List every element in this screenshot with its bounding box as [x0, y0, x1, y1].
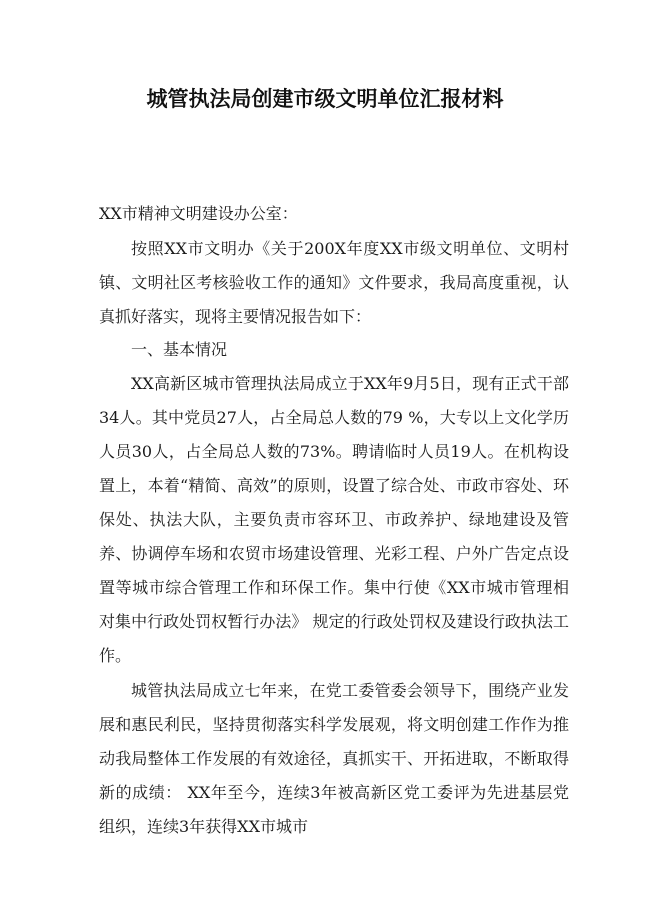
section-heading-basic-info: 一、基本情况	[131, 340, 228, 359]
basic-info-paragraph: XX高新区城市管理执法局成立于XX年9月5日，现有正式干部34人。其中党员27人，占全局总人数的79 %，大专以上文化学历人员30人，占全局总人数的73%。聘请临时人员19人。在机构设置上，本着“精简、高效”的原则，设置了综合处、市政市容处、环保处、执法大队，主要负责市容环卫、市政养护、绿地建设及管养、协调停车场和农贸市场建设管理、光彩工程、户外广告定点设置等城市综合管理工作和环保工作。集中行使《XX市城市管理相对集中行政处罚权暂行办法》 规定的行政处罚权及建设行政执法工作。	[99, 374, 569, 665]
document-title: 城管执法局创建市级文明单位汇报材料	[146, 87, 504, 111]
achievements-paragraph: 城管执法局成立七年来，在党工委管委会领导下，围绕产业发展和惠民利民，坚持贯彻落实科学发展观，将文明创建工作作为推动我局整体工作发展的有效途径，真抓实干、开拓进取，不断取得新的成绩： XX年至今，连续3年被高新区党工委评为先进基层党组织，连续3年获得XX市城市	[99, 681, 569, 836]
intro-paragraph: 按照XX市文明办《关于200X年度XX市级文明单位、文明村镇、文明社区考核验收工作的通知》文件要求，我局高度重视，认真抓好落实，现将主要情况报告如下：	[99, 239, 569, 326]
salutation: XX市精神文明建设办公室：	[99, 204, 298, 223]
